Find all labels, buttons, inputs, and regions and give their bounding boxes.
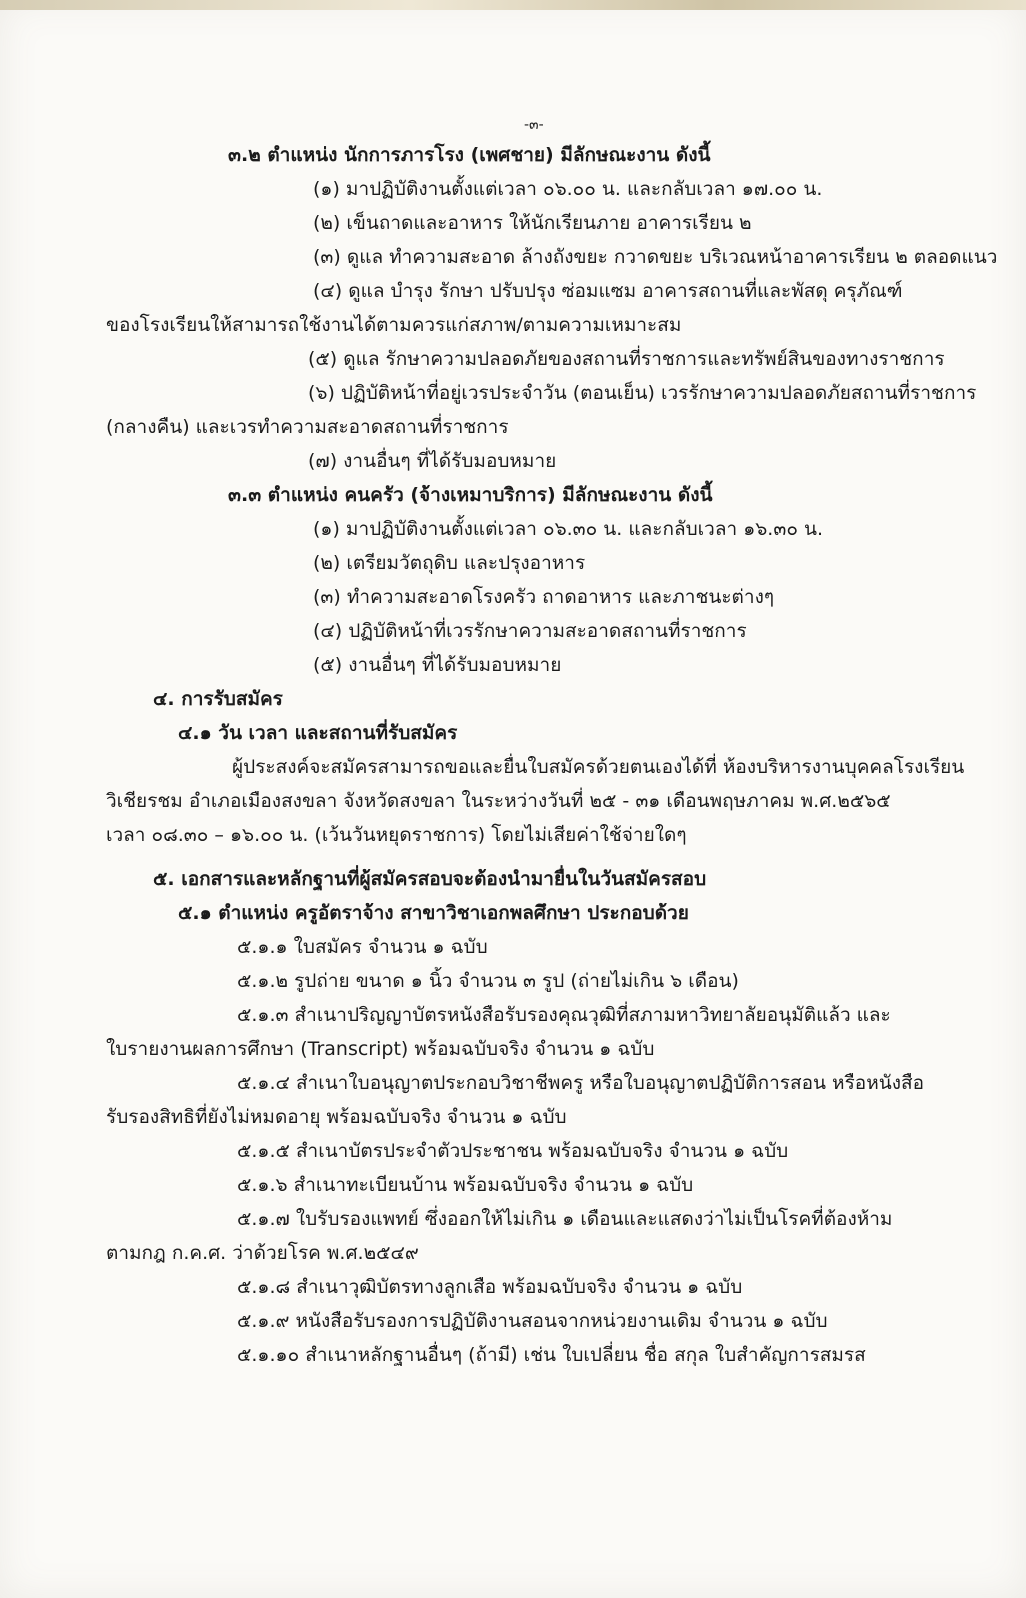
- list-item: ๕.๑.๑ ใบสมัคร จำนวน ๑ ฉบับ: [237, 936, 488, 958]
- list-item: (๒) เข็นถาดและอาหาร ให้นักเรียนภาย อาคารเรียน ๒: [313, 212, 752, 234]
- section-heading-5-1: ๕.๑ ตำแหน่ง ครูอัตราจ้าง สาขาวิชาเอกพลศึกษา ประกอบด้วย: [178, 902, 689, 924]
- list-item: ๕.๑.๘ สำเนาวุฒิบัตรทางลูกเสือ พร้อมฉบับจริง จำนวน ๑ ฉบับ: [237, 1276, 743, 1298]
- list-item: ๕.๑.๗ ใบรับรองแพทย์ ซึ่งออกให้ไม่เกิน ๑ เดือนและแสดงว่าไม่เป็นโรคที่ต้องห้าม: [237, 1208, 893, 1230]
- list-item: (๔) ปฏิบัติหน้าที่เวรรักษาความสะอาดสถานที่ราชการ: [313, 620, 747, 642]
- list-item: ๕.๑.๓ สำเนาปริญญาบัตรหนังสือรับรองคุณวุฒิที่สภามหาวิทยาลัยอนุมัติแล้ว และ: [237, 1004, 891, 1026]
- list-item: (๗) งานอื่นๆ ที่ได้รับมอบหมาย: [308, 450, 557, 472]
- list-item: (๓) ดูแล ทำความสะอาด ล้างถังขยะ กวาดขยะ บริเวณหน้าอาคารเรียน ๒ ตลอดแนว: [313, 246, 998, 268]
- list-item: (๒) เตรียมวัตถุดิบ และปรุงอาหาร: [313, 552, 586, 574]
- list-item: ๕.๑.๑๐ สำเนาหลักฐานอื่นๆ (ถ้ามี) เช่น ใบเปลี่ยน ชื่อ สกุล ใบสำคัญการสมรส: [237, 1344, 866, 1366]
- list-item: (๑) มาปฏิบัติงานตั้งแต่เวลา ๐๖.๓๐ น. และกลับเวลา ๑๖.๓๐ น.: [313, 518, 824, 540]
- section-heading-4: ๔. การรับสมัคร: [153, 688, 283, 710]
- list-item: ๕.๑.๖ สำเนาทะเบียนบ้าน พร้อมฉบับจริง จำนวน ๑ ฉบับ: [237, 1174, 694, 1196]
- paragraph-line: ผู้ประสงค์จะสมัครสามารถขอและยื่นใบสมัครด้วยตนเองได้ที่ ห้องบริหารงานบุคคลโรงเรียน: [232, 756, 965, 778]
- section-heading-3-3: ๓.๓ ตำแหน่ง คนครัว (จ้างเหมาบริการ) มีลักษณะงาน ดังนี้: [228, 484, 713, 506]
- list-item: ๕.๑.๕ สำเนาบัตรประจำตัวประชาชน พร้อมฉบับจริง จำนวน ๑ ฉบับ: [237, 1140, 789, 1162]
- list-item-continuation: ของโรงเรียนให้สามารถใช้งานได้ตามควรแก่สภาพ/ตามความเหมาะสม: [106, 314, 682, 336]
- list-item: ๕.๑.๙ หนังสือรับรองการปฏิบัติงานสอนจากหน่วยงานเดิม จำนวน ๑ ฉบับ: [237, 1310, 828, 1332]
- list-item: ๕.๑.๔ สำเนาใบอนุญาตประกอบวิชาชีพครู หรือใบอนุญาตปฏิบัติการสอน หรือหนังสือ: [237, 1072, 924, 1094]
- section-heading-5: ๕. เอกสารและหลักฐานที่ผู้สมัครสอบจะต้องนำมายื่นในวันสมัครสอบ: [153, 868, 707, 890]
- list-item: (๕) งานอื่นๆ ที่ได้รับมอบหมาย: [313, 654, 562, 676]
- section-heading-3-2: ๓.๒ ตำแหน่ง นักการภารโรง (เพศชาย) มีลักษณะงาน ดังนี้: [228, 144, 711, 166]
- paragraph-line: วิเชียรชม อำเภอเมืองสงขลา จังหวัดสงขลา ในระหว่างวันที่ ๒๕ - ๓๑ เดือนพฤษภาคม พ.ศ.๒๕๖๕: [106, 790, 891, 812]
- list-item-continuation: (กลางคืน) และเวรทำความสะอาดสถานที่ราชการ: [106, 416, 509, 438]
- list-item-continuation: ตามกฎ ก.ค.ศ. ว่าด้วยโรค พ.ศ.๒๕๔๙: [106, 1242, 419, 1264]
- list-item: (๔) ดูแล บำรุง รักษา ปรับปรุง ซ่อมแซม อาคารสถานที่และพัสดุ ครุภัณฑ์: [313, 280, 903, 302]
- list-item: (๕) ดูแล รักษาความปลอดภัยของสถานที่ราชการและทรัพย์สินของทางราชการ: [308, 348, 945, 370]
- list-item-continuation: รับรองสิทธิที่ยังไม่หมดอายุ พร้อมฉบับจริง จำนวน ๑ ฉบับ: [106, 1106, 567, 1128]
- list-item: (๑) มาปฏิบัติงานตั้งแต่เวลา ๐๖.๐๐ น. และกลับเวลา ๑๗.๐๐ น.: [313, 178, 823, 200]
- list-item: ๕.๑.๒ รูปถ่าย ขนาด ๑ นิ้ว จำนวน ๓ รูป (ถ่ายไม่เกิน ๖ เดือน): [237, 970, 739, 992]
- list-item-continuation: ใบรายงานผลการศึกษา (Transcript) พร้อมฉบับจริง จำนวน ๑ ฉบับ: [106, 1038, 655, 1060]
- list-item: (๓) ทำความสะอาดโรงครัว ถาดอาหาร และภาชนะต่างๆ: [313, 586, 775, 608]
- page-number: -๓-: [524, 117, 544, 133]
- paper-edge: [0, 0, 1026, 10]
- section-heading-4-1: ๔.๑ วัน เวลา และสถานที่รับสมัคร: [178, 722, 458, 744]
- paragraph-line: เวลา ๐๘.๓๐ – ๑๖.๐๐ น. (เว้นวันหยุดราชการ) โดยไม่เสียค่าใช้จ่ายใดๆ: [106, 824, 687, 846]
- list-item: (๖) ปฏิบัติหน้าที่อยู่เวรประจำวัน (ตอนเย็น) เวรรักษาความปลอดภัยสถานที่ราชการ: [308, 382, 977, 404]
